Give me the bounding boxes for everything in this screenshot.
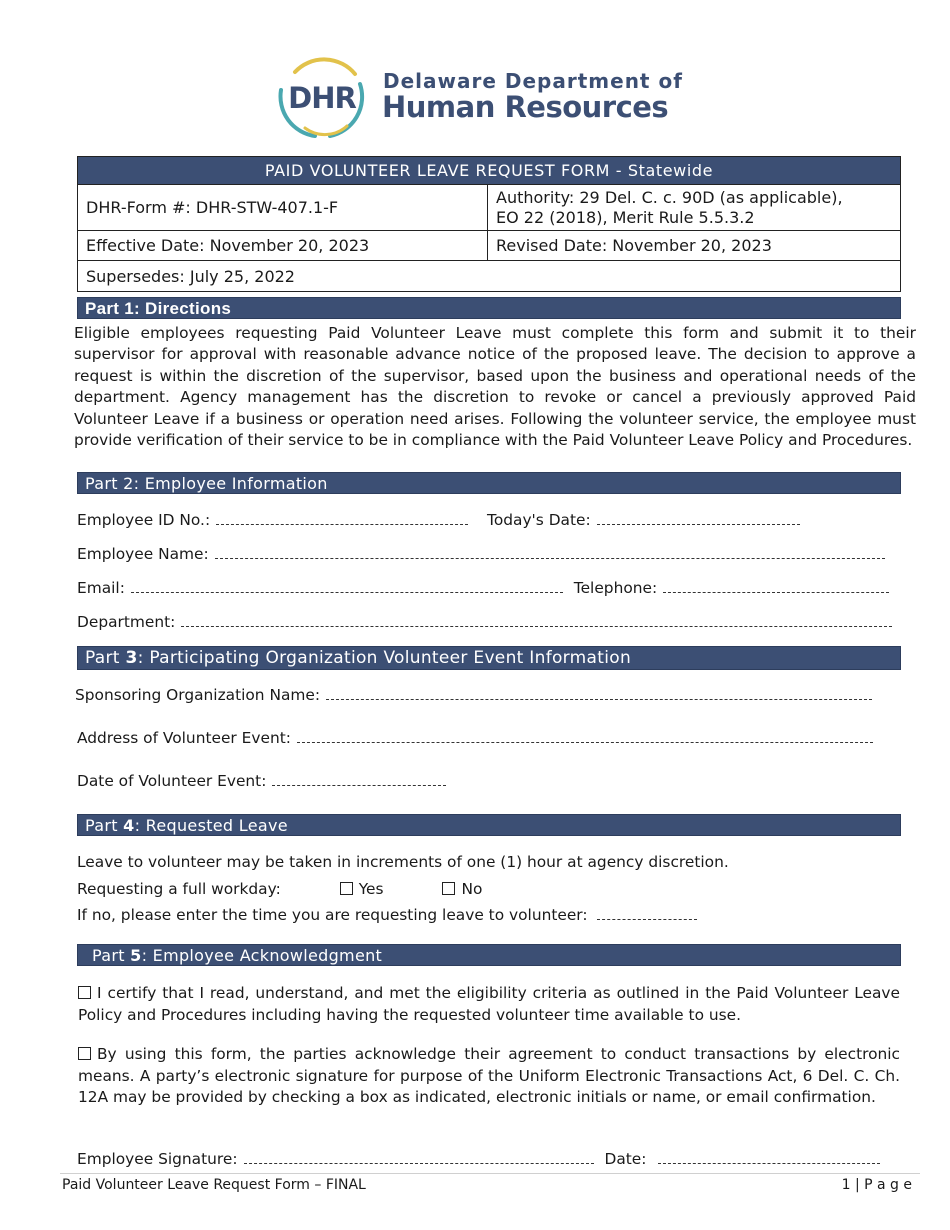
email-field[interactable] [131,592,563,593]
part5-heading-num: 5 [130,946,142,965]
part3-heading-rest: : Participating Organization Volunteer Event Information [137,648,632,668]
email-row [77,579,889,597]
certify-checkbox[interactable] [78,986,91,999]
signature-date-field[interactable] [658,1163,880,1164]
employee-id-row [77,511,800,529]
part2-heading: Part 2: Employee Information [77,472,901,494]
event-address-label: Address of Volunteer Event: [77,729,291,747]
employee-name-row [77,545,885,563]
esign-checkbox[interactable] [78,1047,91,1060]
email-label: Email: [77,579,125,597]
revised-date: Revised Date: November 20, 2023 [496,236,772,255]
increment-text: Leave to volunteer may be taken in increments of one (1) hour at agency discretion. [77,853,729,871]
esign-statement [78,1044,900,1109]
sponsor-field[interactable] [326,699,872,700]
event-date-field[interactable] [272,785,446,786]
employee-id-field[interactable] [216,524,468,525]
employee-name-label: Employee Name: [77,545,209,563]
todays-date-field[interactable] [597,524,800,525]
part3-heading-prefix: Part [85,648,126,668]
footer-page-number: 1 | P a g e [841,1177,912,1193]
form-title: PAID VOLUNTEER LEAVE REQUEST FORM - Statewide [78,157,900,184]
full-workday-row [77,880,482,898]
part4-heading-num: 4 [123,816,135,835]
form-authority [488,185,900,230]
part3-heading-num: 3 [125,648,138,668]
no-label: No [461,880,483,898]
part1-directions-text: Eligible employees requesting Paid Volunteer Leave must complete this form and submit it to their supervisor for approval with reasonable advance notice of the proposed leave. The decision to approve a request is within the discretion of the supervisor, based upon the business and operational needs of the department. Agency management has the discretion to revoke or cancel a previously approved Paid Volunteer Leave if a business or operation need arises. Following the volunteer service, the employee must provide verification of their service to be in compliance with the Paid Volunteer Leave Policy and Procedures. [74,324,916,450]
yes-checkbox[interactable] [340,882,353,895]
event-address-row [77,729,873,747]
department-field[interactable] [181,626,892,627]
event-date-row [77,772,446,790]
yes-label: Yes [358,880,384,898]
authority-line1: Authority: 29 Del. C. c. 90D (as applicable), [496,187,843,207]
part1-heading: Part 1: Directions [77,297,901,319]
telephone-label: Telephone: [573,579,658,597]
event-address-field[interactable] [297,742,873,743]
event-date-label: Date of Volunteer Event: [77,772,267,790]
employee-id-label: Employee ID No.: [77,511,211,529]
leave-time-row [77,906,697,924]
part4-heading-prefix: Part [85,816,124,835]
part4-heading-rest: : Requested Leave [134,816,288,835]
part5-heading-rest: : Employee Acknowledgment [141,946,383,965]
footer-divider [60,1173,920,1174]
telephone-field[interactable] [663,592,889,593]
department-row [77,613,892,631]
authority-line2: EO 22 (2018), Merit Rule 5.5.3.2 [496,207,755,227]
form-header-table [77,156,901,292]
todays-date-label: Today's Date: [487,511,591,529]
certify-statement [78,983,900,1026]
logo-org-line2: Human Resources [382,90,669,124]
leave-time-label: If no, please enter the time you are requesting leave to volunteer: [77,906,588,924]
footer-form-name: Paid Volunteer Leave Request Form – FINAL [62,1177,366,1193]
sponsor-label: Sponsoring Organization Name: [75,686,321,704]
signature-label: Employee Signature: [77,1150,238,1168]
employee-name-field[interactable] [215,558,885,559]
leave-time-field[interactable] [597,919,697,920]
no-option[interactable] [442,880,482,898]
department-label: Department: [77,613,176,631]
full-workday-label: Requesting a full workday: [77,880,281,898]
signature-date-label: Date: [604,1150,647,1168]
signature-row [77,1150,880,1168]
certify-text: I certify that I read, understand, and met the eligibility criteria as outlined in the Paid Volunteer Leave Policy and Procedures including having the requested volunteer time available to use. [78,984,900,1024]
form-number: DHR-Form #: DHR-STW-407.1-F [78,185,488,230]
logo-mark-text: DHR [288,81,356,115]
supersedes-date: Supersedes: July 25, 2022 [86,266,295,286]
no-checkbox[interactable] [442,882,455,895]
dhr-logo-icon [275,52,369,142]
part5-heading-prefix: Part [92,946,131,965]
part4-heading [77,814,901,836]
signature-field[interactable] [244,1163,594,1164]
yes-option[interactable] [340,880,384,898]
logo-org-line1: Delaware Department of [383,69,683,93]
part5-heading [77,944,901,966]
sponsor-row [75,686,872,704]
effective-date: Effective Date: November 20, 2023 [78,231,488,260]
esign-text: By using this form, the parties acknowledge their agreement to conduct transactions by electronic means. A party’s electronic signature for purpose of the Uniform Electronic Transactions Act, 6 Del. C. Ch. 12A may be provided by checking a box as indicated, electronic initials or name, or email confirmation. [78,1045,900,1106]
part3-heading [77,646,901,670]
